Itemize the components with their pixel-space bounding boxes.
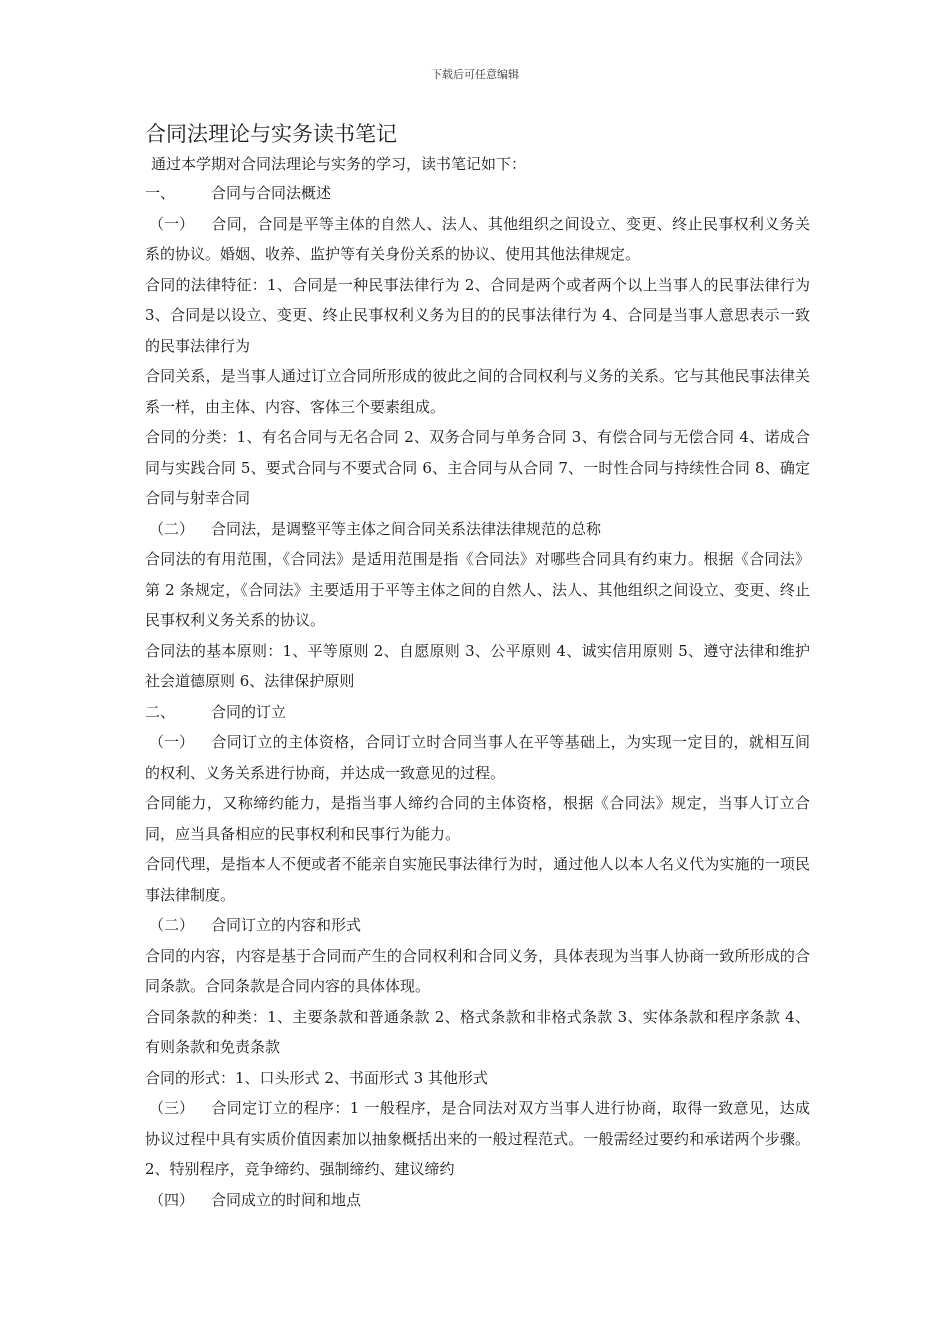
page-header: 下载后可任意编辑 xyxy=(431,68,519,81)
subsection-number: （三） xyxy=(149,1099,195,1117)
intro-paragraph: 通过本学期对合同法理论与实务的学习，读书笔记如下： xyxy=(151,155,527,173)
section-title: 合同的订立 xyxy=(211,702,287,721)
document-title: 合同法理论与实务读书笔记 xyxy=(145,122,397,146)
body-paragraph: 合同法的基本原则：1、平等原则 2、自愿原则 3、公平原则 4、诚实信用原则 5、遵守法律和维护社会道德原则 6、法律保护原则 xyxy=(145,641,810,690)
subsection-paragraph xyxy=(145,514,810,545)
subsection-paragraph xyxy=(145,910,810,941)
subsection-text: 合同订立的主体资格，合同订立时合同当事人在平等基础上，为实现一定目的，就相互间的权利、义务关系进行协商，并达成一致意见的过程。 xyxy=(145,733,810,782)
subsection-number: （二） xyxy=(149,916,195,934)
subsection-number: （一） xyxy=(149,214,195,233)
body-paragraph: 合同条款的种类：1、主要条款和普通条款 2、格式条款和非格式条款 3、实体条款和程序条款 4、有则条款和免责条款 xyxy=(145,1007,810,1056)
subsection-text: 合同定订立的程序：1 一般程序，是合同法对双方当事人进行协商，取得一致意见，达成协议过程中具有实质价值因素加以抽象概括出来的一般过程范式。一般需经过要约和承诺两个步骤。2、特别程序，竞争缔约、强制缔约、建议缔约 xyxy=(145,1099,810,1178)
subsection-paragraph xyxy=(145,1093,810,1185)
section-number: 一、 xyxy=(145,184,176,202)
subsection-number: （一） xyxy=(149,733,195,751)
document-content xyxy=(145,178,810,1215)
body-paragraph: 合同的分类：1、有名合同与无名合同 2、双务合同与单务合同 3、有偿合同与无偿合同 4、诺成合同与实践合同 5、要式合同与不要式合同 6、主合同与从合同 7、一时性合同与持续性合同 8、确定合同与射幸合同 xyxy=(145,428,810,507)
subsection-text: 合同订立的内容和形式 xyxy=(211,916,362,934)
section-heading xyxy=(145,178,810,209)
section-title: 合同与合同法概述 xyxy=(211,184,332,202)
subsection-text: 合同成立的时间和地点 xyxy=(211,1190,362,1209)
subsection-paragraph xyxy=(145,727,810,788)
body-paragraph: 合同的形式：1、口头形式 2、书面形式 3 其他形式 xyxy=(145,1068,488,1087)
subsection-paragraph xyxy=(145,1185,810,1216)
subsection-text: 合同，合同是平等主体的自然人、法人、其他组织之间设立、变更、终止民事权利义务关系的协议。婚姻、收养、监护等有关身份关系的协议、使用其他法律规定。 xyxy=(145,214,810,263)
body-paragraph: 合同的内容，内容是基于合同而产生的合同权利和合同义务，具体表现为当事人协商一致所形成的合同条款。合同条款是合同内容的具体体现。 xyxy=(145,946,810,995)
subsection-text: 合同法，是调整平等主体之间合同关系法律法律规范的总称 xyxy=(211,519,602,538)
body-paragraph: 合同代理，是指本人不便或者不能亲自实施民事法律行为时，通过他人以本人名义代为实施的一项民事法律制度。 xyxy=(145,855,810,904)
section-number: 二、 xyxy=(145,702,176,721)
subsection-number: （二） xyxy=(149,519,195,538)
body-paragraph: 合同法的有用范围，《合同法》是适用范围是指《合同法》对哪些合同具有约束力。根据《合同法》第 2 条规定，《合同法》主要适用于平等主体之间的自然人、法人、其他组织之间设立、变更、终止民事权利义务关系的协议。 xyxy=(145,550,810,629)
body-paragraph: 合同能力，又称缔约能力，是指当事人缔约合同的主体资格，根据《合同法》规定，当事人订立合同，应当具备相应的民事权利和民事行为能力。 xyxy=(145,794,810,843)
body-paragraph: 合同关系，是当事人通过订立合同所形成的彼此之间的合同权利与义务的关系。它与其他民事法律关系一样，由主体、内容、客体三个要素组成。 xyxy=(145,367,810,416)
subsection-number: （四） xyxy=(149,1190,195,1209)
section-heading xyxy=(145,697,810,728)
document-body xyxy=(145,118,810,1215)
body-paragraph: 合同的法律特征：1、合同是一种民事法律行为 2、合同是两个或者两个以上当事人的民事法律行为 3、合同是以设立、变更、终止民事权利义务为目的的民事法律行为 4、合同是当事人意思表示一致的民事法律行为 xyxy=(145,275,810,355)
subsection-paragraph xyxy=(145,209,810,270)
